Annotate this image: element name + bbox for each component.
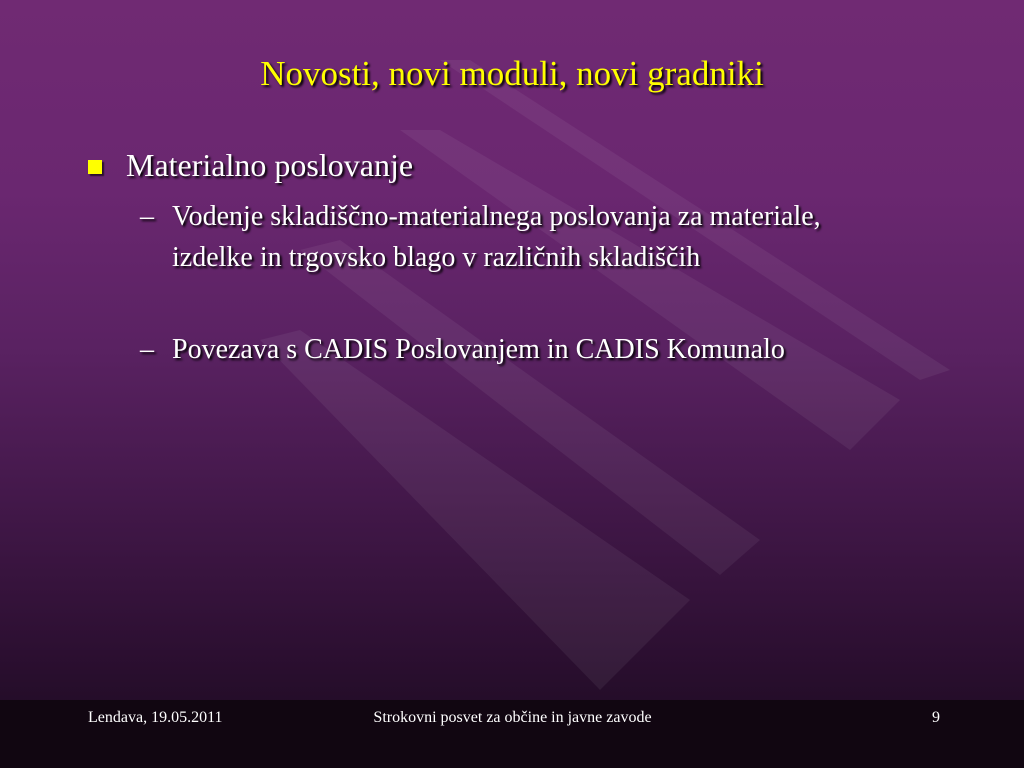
sub-item-1 <box>140 196 872 278</box>
slide-footer <box>0 700 1024 768</box>
sub-item-text: Povezava s CADIS Poslovanjem in CADIS Komunalo <box>172 334 785 365</box>
bullet-text: Materialno poslovanje <box>126 147 414 183</box>
square-bullet-icon <box>88 160 102 174</box>
footer-event-name: Strokovni posvet za občine in javne zavode <box>373 709 652 726</box>
slide-title: Novosti, novi moduli, novi gradniki <box>260 54 764 93</box>
footer-date-location: Lendava, 19.05.2011 <box>88 709 223 726</box>
sub-item-text: Vodenje skladiščno-materialnega poslovanja za materiale, izdelke in trgovsko blago v različnih skladiščih <box>172 201 821 273</box>
slide-number: 9 <box>932 709 940 726</box>
dash-marker: – <box>140 334 154 365</box>
dash-marker: – <box>140 201 154 232</box>
sub-item-2 <box>140 329 872 370</box>
bullet-item <box>88 143 413 187</box>
